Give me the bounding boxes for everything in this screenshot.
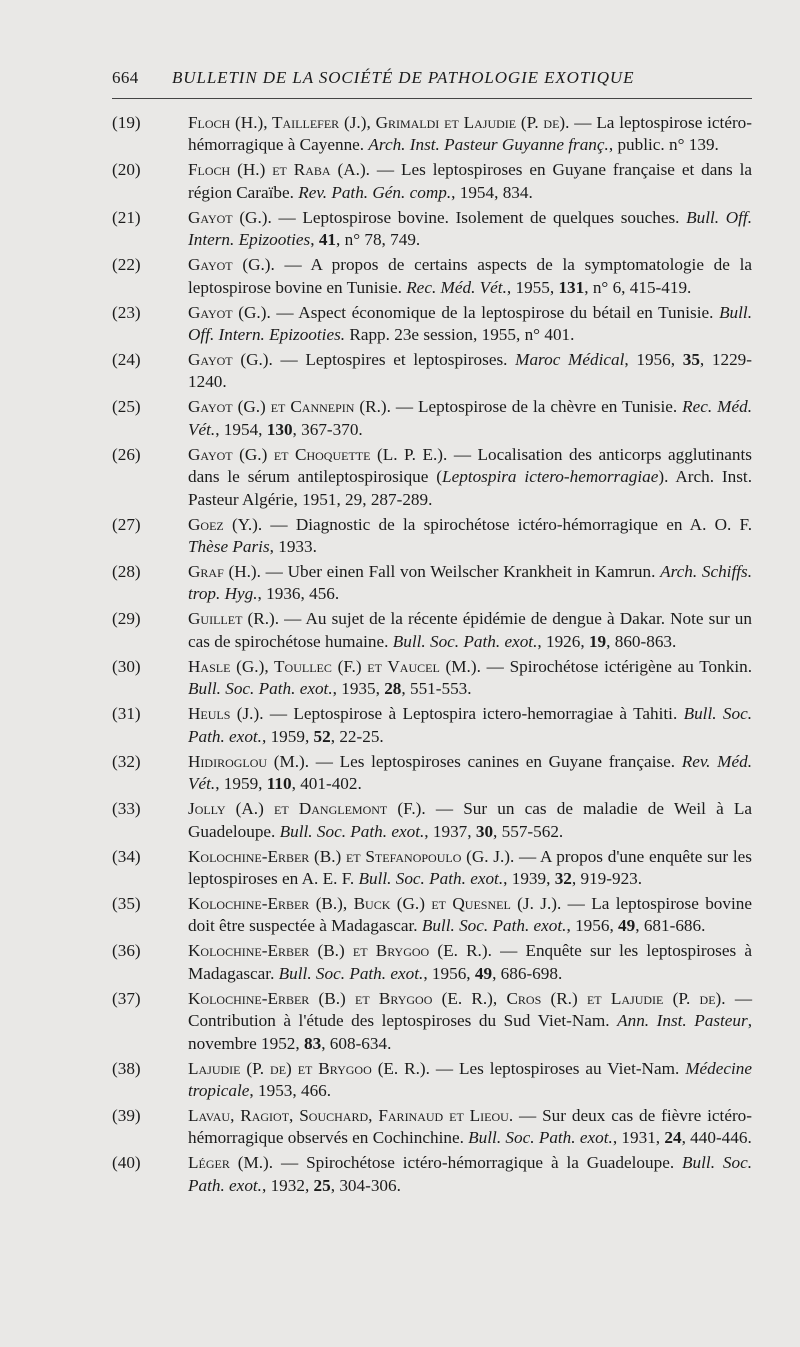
reference-title: Uber einen Fall von Weilscher Krankheit in Kamrun. bbox=[287, 562, 661, 582]
reference-journal: Bull. Soc. Path. exot. bbox=[188, 704, 752, 746]
reference-authors: Floch (H.), Taillefer (J.), Grimaldi et Lajudie (P. de). bbox=[188, 113, 570, 132]
reference-details: , 551-553. bbox=[401, 679, 472, 699]
reference-item bbox=[112, 1058, 752, 1103]
reference-year: 1959 bbox=[270, 726, 305, 746]
reference-number: (33) bbox=[112, 799, 141, 819]
reference-authors: Kolochine-Erber (B.) et Brygoo (E. R.), Cros (R.) et Lajudie (P. de). bbox=[188, 988, 726, 1008]
reference-details: , public. n° 139. bbox=[608, 135, 719, 155]
reference-journal: Rev. Path. Gén. comp. bbox=[298, 182, 452, 202]
reference-volume: 49 bbox=[618, 916, 636, 936]
reference-details: , 1933. bbox=[269, 537, 317, 557]
reference-journal: Thèse Paris bbox=[188, 537, 270, 557]
reference-volume: 19 bbox=[588, 631, 607, 651]
reference-item bbox=[112, 514, 752, 559]
reference-item: (39) Lavau, Ragiot, Souchard, Farinaud et Lieou. — Sur deux cas de fièvre ictéro-hémorragique observés en Cochinchine. Bull. Soc. Path. exot., 1931, 24, 440-446. bbox=[112, 1105, 752, 1148]
reference-volume: 28 bbox=[384, 679, 402, 699]
reference-item: (34) Kolochine-Erber (B.) et Stefanopoulo (G. J.). — A propos d'une enquête sur les leptospiroses en A. E. F. Bull. Soc. Path. exot., 1939, 32, 919-923. bbox=[112, 846, 752, 888]
reference-year: 1926 bbox=[545, 631, 581, 651]
reference-dash: — bbox=[270, 302, 299, 322]
reference-title: Leptospirose à Leptospira ictero-hemorragiae à Tahiti. bbox=[293, 704, 684, 724]
reference-journal: Bull. Soc. Path. exot. bbox=[188, 679, 333, 699]
reference-details: , 681-686. bbox=[635, 916, 706, 936]
reference-volume: 35 bbox=[682, 350, 700, 370]
reference-details: ). Arch. Inst. Pasteur Algérie, 1951, 29, 287-289. bbox=[188, 467, 752, 509]
reference-dash: — bbox=[429, 1058, 459, 1078]
reference-dash: — bbox=[425, 799, 464, 819]
reference-volume: 24 bbox=[664, 1128, 682, 1148]
reference-title: Leptospirose de la chèvre en Tunisie. bbox=[418, 397, 683, 417]
reference-journal: Bull. Off. Intern. Epizooties bbox=[188, 207, 753, 250]
reference-dash: — bbox=[263, 704, 294, 724]
reference-item: (40) Léger (M.). — Spirochétose ictéro-hémorragique à la Guadeloupe. Bull. Soc. Path. exot., 1932, 25, 304-306. bbox=[112, 1153, 753, 1195]
reference-number: (20) bbox=[112, 160, 141, 180]
reference-authors: Floch (H.) et Raba (A.). bbox=[188, 160, 370, 180]
reference-title: Leptospirose bovine. Isolement de quelques souches. bbox=[302, 207, 687, 227]
reference-year: 1937 bbox=[432, 821, 468, 841]
reference-title: Diagnostic de la spirochétose ictéro-hémorragique en A. O. F. bbox=[295, 514, 753, 534]
reference-title: Contribution à l'étude des leptospiroses du Sud Viet-Nam. bbox=[188, 1011, 618, 1031]
reference-journal: Ann. Inst. Pasteur bbox=[617, 1011, 748, 1031]
reference-number: (19) bbox=[112, 113, 141, 132]
reference-dash: — bbox=[491, 941, 526, 961]
reference-authors: Kolochine-Erber (B.), Buck (G.) et Quesnel (J. J.). bbox=[188, 893, 562, 913]
reference-details: , 860-863. bbox=[606, 631, 677, 651]
reference-item: (33) Jolly (A.) et Danglemont (F.). — Sur un cas de maladie de Weil à La Guadeloupe. Bull. Soc. Path. exot., 1937, 30, 557-562. bbox=[112, 799, 753, 841]
reference-item: (25) Gayot (G.) et Cannepin (R.). — Leptospirose de la chèvre en Tunisie. Rec. Méd. Vét., 1954, 130, 367-370. bbox=[112, 397, 753, 439]
reference-year: 1954 bbox=[223, 419, 259, 439]
reference-details: , n° 6, 415-419. bbox=[584, 277, 692, 297]
reference-title: Au sujet de la récente épidémie de dengue à Dakar. Note sur un cas de spirochétose humaine. bbox=[188, 609, 752, 651]
reference-year: 1931 bbox=[621, 1128, 656, 1148]
reference-journal: Bull. Soc. Path. exot. bbox=[468, 1128, 613, 1148]
reference-journal: Bull. Soc. Path. exot. bbox=[358, 868, 504, 888]
reference-number: (22) bbox=[112, 255, 141, 275]
reference-number: (25) bbox=[112, 397, 141, 417]
reference-year: 1956 bbox=[636, 350, 671, 370]
reference-item: (21) Gayot (G.). — Leptospirose bovine. Isolement de quelques souches. Bull. Off. Intern. Epizooties, 41, n° 78, 749. bbox=[112, 207, 753, 250]
reference-title: A propos d'une enquête sur les leptospiroses en A. E. F. bbox=[188, 846, 752, 888]
reference-authors: Goez (Y.). bbox=[188, 514, 263, 534]
reference-number: (32) bbox=[112, 751, 141, 771]
reference-title: Les leptospiroses canines en Guyane française. bbox=[339, 751, 682, 771]
reference-volume: 32 bbox=[554, 868, 572, 888]
reference-journal: Médecine tropicale bbox=[188, 1058, 753, 1100]
reference-number: (30) bbox=[112, 656, 141, 676]
reference-number: (29) bbox=[112, 609, 141, 629]
reference-year: 1939 bbox=[511, 868, 547, 888]
reference-dash: — bbox=[725, 988, 752, 1008]
reference-details: , 1936, 456. bbox=[257, 584, 340, 604]
reference-year: 1959 bbox=[223, 774, 259, 794]
reference-journal: Rev. Méd. Vét. bbox=[188, 751, 752, 794]
reference-dash: — bbox=[271, 207, 303, 227]
reference-authors: Gayot (G.). bbox=[188, 255, 275, 275]
reference-number: (21) bbox=[112, 207, 141, 227]
reference-volume: 30 bbox=[475, 821, 494, 841]
reference-title: Spirochétose ictéro-hémorragique à la Guadeloupe. bbox=[306, 1153, 683, 1173]
reference-item bbox=[112, 302, 752, 347]
reference-number: (27) bbox=[112, 514, 141, 534]
reference-number: (38) bbox=[112, 1058, 141, 1078]
reference-journal: Maroc Médical bbox=[515, 350, 625, 370]
reference-authors: Kolochine-Erber (B.) et Stefanopoulo (G. J.). bbox=[188, 846, 515, 866]
header-rule bbox=[112, 98, 752, 99]
reference-title: La leptospirose bovine doit être suspectée à Madagascar. bbox=[188, 893, 752, 936]
reference-item: (29) Guillet (R.). — Au sujet de la récente épidémie de dengue à Dakar. Note sur un cas de spirochétose humaine. Bull. Soc. Path. exot., 1926, 19, 860-863. bbox=[112, 609, 752, 651]
reference-number: (40) bbox=[112, 1153, 141, 1173]
reference-list bbox=[112, 112, 752, 1200]
reference-title: Sur un cas de maladie de Weil à La Guadeloupe. bbox=[188, 799, 753, 841]
reference-dash: — bbox=[480, 656, 510, 676]
reference-title: La leptospirose ictéro-hémorragique à Cayenne. bbox=[188, 113, 753, 155]
reference-journal: Leptospira ictero-hemorragiae bbox=[442, 467, 659, 487]
reference-item: (22) Gayot (G.). — A propos de certains aspects de la symptomatologie de la leptospirose bovine en Tunisie. Rec. Méd. Vét., 1955, 131, n° 6, 415-419. bbox=[112, 255, 752, 297]
reference-year: 1932 bbox=[270, 1175, 305, 1195]
reference-authors: Graf (H.). bbox=[188, 562, 261, 582]
reference-title: Sur deux cas de fièvre ictéro-hémorragique observés en Cochinchine. bbox=[188, 1105, 752, 1148]
reference-title: Spirochétose ictérigène au Tonkin. bbox=[509, 656, 752, 676]
reference-item bbox=[112, 159, 752, 204]
reference-volume: 41 bbox=[318, 230, 336, 250]
reference-number: (34) bbox=[112, 846, 141, 866]
reference-dash: — bbox=[279, 609, 306, 629]
reference-number: (28) bbox=[112, 562, 141, 582]
reference-dash: — bbox=[260, 562, 288, 582]
reference-details: , 367-370. bbox=[292, 419, 363, 439]
reference-volume: 25 bbox=[313, 1175, 331, 1195]
reference-dash: — bbox=[273, 1153, 307, 1173]
reference-year: novembre 1952 bbox=[188, 1033, 296, 1053]
reference-dash: — bbox=[369, 160, 401, 180]
reference-number: (39) bbox=[112, 1105, 141, 1125]
reference-journal: Rec. Méd. Vét. bbox=[406, 277, 507, 297]
page-number: 664 bbox=[112, 68, 139, 87]
reference-item: (36) Kolochine-Erber (B.) et Brygoo (E. R.). — Enquête sur les leptospiroses à Madagascar. Bull. Soc. Path. exot., 1956, 49, 686-698. bbox=[112, 941, 752, 983]
reference-authors: Heuls (J.). bbox=[188, 704, 264, 724]
reference-volume: 110 bbox=[266, 774, 292, 794]
reference-dash: — bbox=[447, 444, 478, 464]
reference-details: , 608-634. bbox=[321, 1033, 392, 1053]
reference-authors: Lavau, Ragiot, Souchard, Farinaud et Lieou. bbox=[188, 1105, 514, 1125]
reference-item bbox=[112, 444, 752, 511]
reference-details: , 1229-1240. bbox=[188, 350, 753, 392]
reference-authors: Gayot (G.). bbox=[188, 350, 273, 370]
reference-title: Les leptospiroses en Guyane française et dans la région Caraïbe. bbox=[188, 160, 752, 202]
reference-volume: 83 bbox=[304, 1033, 322, 1053]
reference-details: , 304-306. bbox=[330, 1175, 401, 1195]
reference-number: (31) bbox=[112, 704, 141, 724]
reference-item bbox=[112, 112, 752, 157]
reference-authors: Gayot (G.). bbox=[188, 207, 272, 227]
reference-title: Enquête sur les leptospiroses à Madagascar. bbox=[188, 941, 752, 983]
reference-title: Localisation des anticorps agglutinants dans le sérum antileptospirosique ( bbox=[188, 444, 752, 487]
reference-authors: Gayot (G.) et Cannepin (R.). bbox=[188, 397, 391, 417]
reference-details: , 686-698. bbox=[492, 963, 563, 983]
reference-year: 1935 bbox=[341, 679, 376, 699]
reference-item: (32) Hidiroglou (M.). — Les leptospiroses canines en Guyane française. Rev. Méd. Vét., 1959, 110, 401-402. bbox=[112, 751, 752, 794]
reference-details: , 1953, 466. bbox=[249, 1080, 332, 1100]
reference-year: 1956 bbox=[431, 963, 467, 983]
reference-number: (37) bbox=[112, 988, 141, 1008]
reference-item: (30) Hasle (G.), Toullec (F.) et Vaucel (M.). — Spirochétose ictérigène au Tonkin. Bull. Soc. Path. exot., 1935, 28, 551-553. bbox=[112, 656, 752, 699]
reference-details: , n° 78, 749. bbox=[336, 230, 421, 250]
reference-dash: — bbox=[309, 751, 340, 771]
page-header bbox=[112, 68, 752, 94]
reference-details: , 557-562. bbox=[493, 821, 564, 841]
reference-item: (37) Kolochine-Erber (B.) et Brygoo (E. R.), Cros (R.) et Lajudie (P. de). — Contribution à l'étude des leptospiroses du Sud Viet-Nam. Ann. Inst. Pasteur, novembre 1952, 83, 608-634. bbox=[112, 988, 753, 1053]
reference-number: (24) bbox=[112, 350, 141, 370]
reference-journal: Arch. Schiffs. trop. Hyg. bbox=[188, 562, 752, 604]
reference-details: , 440-446. bbox=[681, 1128, 752, 1148]
reference-authors: Gayot (G.). bbox=[188, 302, 271, 322]
reference-authors: Hasle (G.), Toullec (F.) et Vaucel (M.). bbox=[188, 656, 481, 676]
reference-volume: 130 bbox=[266, 419, 293, 439]
reference-journal: Arch. Inst. Pasteur Guyanne franç. bbox=[368, 135, 609, 155]
reference-number: (23) bbox=[112, 302, 141, 322]
reference-volume: 52 bbox=[313, 726, 331, 746]
reference-number: (36) bbox=[112, 941, 141, 961]
reference-item: (35) Kolochine-Erber (B.), Buck (G.) et Quesnel (J. J.). — La leptospirose bovine doit être suspectée à Madagascar. Bull. Soc. Path. exot., 1956, 49, 681-686. bbox=[112, 893, 752, 936]
reference-volume: 49 bbox=[474, 963, 493, 983]
reference-authors: Guillet (R.). bbox=[188, 609, 280, 629]
reference-journal: Bull. Soc. Path. exot. bbox=[421, 916, 567, 936]
reference-item: (24) Gayot (G.). — Leptospires et leptospiroses. Maroc Médical, 1956, 35, 1229-1240. bbox=[112, 350, 753, 392]
reference-year: 1955 bbox=[515, 277, 550, 297]
reference-journal: Rec. Méd. Vét. bbox=[188, 397, 753, 439]
reference-authors: Kolochine-Erber (B.) et Brygoo (E. R.). bbox=[188, 941, 492, 961]
reference-authors: Lajudie (P. de) et Brygoo (E. R.). bbox=[188, 1058, 430, 1078]
reference-journal: Bull. Off. Intern. Epizooties. bbox=[188, 302, 753, 345]
reference-journal: Bull. Soc. Path. exot. bbox=[188, 1153, 753, 1195]
reference-authors: Gayot (G.) et Choquette (L. P. E.). bbox=[188, 444, 448, 464]
journal-title: BULLETIN DE LA SOCIÉTÉ DE PATHOLOGIE EXOTIQUE bbox=[172, 68, 635, 87]
reference-details: Rapp. 23e session, 1955, n° 401. bbox=[345, 325, 575, 345]
reference-journal: Bull. Soc. Path. exot. bbox=[392, 631, 538, 651]
reference-title: A propos de certains aspects de la symptomatologie de la leptospirose bovine en Tunisie. bbox=[188, 255, 752, 297]
reference-details: , 22-25. bbox=[330, 726, 384, 746]
reference-dash: — bbox=[272, 350, 306, 370]
reference-dash: — bbox=[513, 1105, 543, 1125]
reference-authors: Hidiroglou (M.). bbox=[188, 751, 310, 771]
reference-authors: Léger (M.). bbox=[188, 1153, 274, 1173]
reference-dash: — bbox=[561, 893, 592, 913]
reference-title: Aspect économique de la leptospirose du bétail en Tunisie. bbox=[298, 302, 720, 322]
reference-number: (35) bbox=[112, 893, 141, 913]
reference-authors: Jolly (A.) et Danglemont (F.). bbox=[188, 799, 426, 819]
reference-title: Leptospires et leptospiroses. bbox=[305, 350, 516, 370]
reference-details: , 401-402. bbox=[291, 774, 362, 794]
reference-title: Les leptospiroses au Viet-Nam. bbox=[459, 1058, 686, 1078]
reference-year: 1956 bbox=[575, 916, 610, 936]
reference-item bbox=[112, 561, 752, 606]
reference-dash: — bbox=[390, 397, 419, 417]
reference-number: (26) bbox=[112, 444, 141, 464]
reference-journal: Bull. Soc. Path. exot. bbox=[278, 963, 424, 983]
reference-item: (31) Heuls (J.). — Leptospirose à Leptospira ictero-hemorragiae à Tahiti. Bull. Soc. Path. exot., 1959, 52, 22-25. bbox=[112, 704, 752, 746]
reference-dash: — bbox=[514, 846, 541, 866]
reference-dash: — bbox=[262, 514, 296, 534]
reference-details: , 919-923. bbox=[571, 868, 643, 888]
reference-details: , 1954, 834. bbox=[451, 182, 533, 202]
reference-journal: Bull. Soc. Path. exot. bbox=[279, 821, 425, 841]
reference-dash: — bbox=[569, 113, 597, 132]
reference-volume: 131 bbox=[558, 277, 585, 297]
reference-dash: — bbox=[274, 255, 311, 275]
